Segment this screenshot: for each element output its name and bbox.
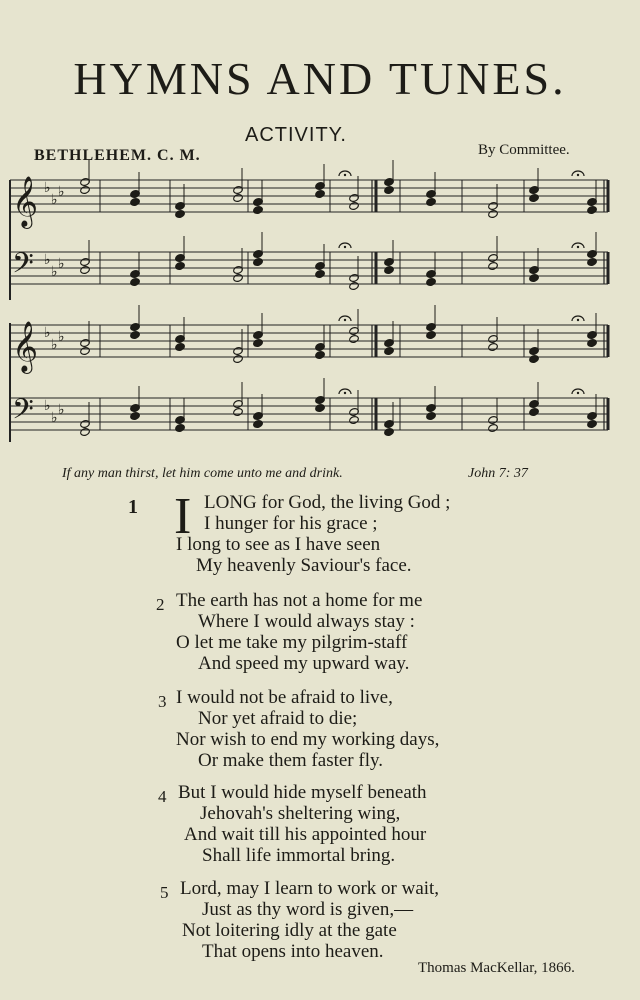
- note-head: [233, 193, 244, 202]
- note-head: [488, 342, 499, 351]
- music-score: [0, 160, 640, 460]
- stanza-2-line-2: Where I would always stay :: [198, 611, 415, 632]
- note-head: [175, 261, 186, 270]
- stanza-4-line-2: Jehovah's sheltering wing,: [200, 803, 401, 824]
- fermata-dot: [577, 246, 579, 248]
- stanza-5-line-4: That opens into heaven.: [202, 941, 384, 962]
- note-head: [587, 419, 598, 428]
- note-head: [175, 423, 186, 432]
- note-head: [488, 209, 499, 218]
- note-head: [384, 346, 395, 355]
- note-head: [529, 407, 540, 416]
- note-head: [253, 338, 264, 347]
- stanza-5-line-3: Not loitering idly at the gate: [182, 920, 397, 941]
- stanza-1-line-4: My heavenly Saviour's face.: [196, 555, 412, 576]
- note-head: [175, 209, 186, 218]
- note-head: [80, 185, 91, 194]
- note-head: [587, 338, 598, 347]
- fermata-dot: [577, 319, 579, 321]
- stanza-1-line-1-rest: for God, the living God ;: [256, 492, 451, 513]
- stanza-1-line-2: I hunger for his grace ;: [204, 513, 378, 534]
- note-heads: [80, 160, 598, 437]
- note-head: [175, 342, 186, 351]
- note-head: [349, 281, 360, 290]
- composer-credit: By Committee.: [478, 142, 570, 158]
- fermata-dot: [577, 392, 579, 394]
- note-head: [233, 273, 244, 282]
- stanza-1-number: 1: [128, 496, 138, 518]
- fermata-dot: [577, 174, 579, 176]
- note-head: [384, 265, 395, 274]
- note-head: [426, 411, 437, 420]
- hymn-author: Thomas MacKellar, 1866.: [418, 960, 575, 976]
- clef-symbols: [12, 176, 65, 433]
- stanza-3-line-4: Or make them faster fly.: [198, 750, 383, 771]
- flat-sign-icon: ♭: [58, 256, 65, 272]
- stanza-1-line-3: I long to see as I have seen: [176, 534, 381, 555]
- note-head: [349, 415, 360, 424]
- note-head: [130, 277, 141, 286]
- stanza-3-line-2: Nor yet afraid to die;: [198, 708, 358, 729]
- note-head: [315, 350, 326, 359]
- stanza-3-line-1: I would not be afraid to live,: [176, 687, 393, 708]
- treble-clef-icon: 𝄞: [12, 176, 39, 227]
- note-head: [233, 354, 244, 363]
- scripture-quote: If any man thirst, let him come unto me and drink.: [62, 466, 343, 481]
- bass-clef-icon: 𝄢: [12, 247, 34, 287]
- stanza-4-line-3: And wait till his appointed hour: [184, 824, 427, 845]
- note-head: [349, 334, 360, 343]
- flat-sign-icon: ♭: [44, 180, 51, 196]
- flat-sign-icon: ♭: [58, 402, 65, 418]
- flat-sign-icon: ♭: [58, 184, 65, 200]
- note-head: [426, 197, 437, 206]
- bar-lines: [100, 180, 608, 430]
- stanza-4-line-4: Shall life immortal bring.: [202, 845, 396, 866]
- scripture-reference: John 7: 37: [468, 466, 528, 481]
- fermata-dot: [344, 392, 346, 394]
- note-head: [80, 265, 91, 274]
- staff-lines: [10, 180, 608, 430]
- stanza-1-first-word: LONG: [204, 492, 257, 513]
- note-head: [130, 197, 141, 206]
- note-head: [529, 354, 540, 363]
- stanza-3-line-3: Nor wish to end my working days,: [176, 729, 440, 750]
- note-head: [315, 269, 326, 278]
- stanza-2-line-4: And speed my upward way.: [198, 653, 410, 674]
- note-head: [315, 403, 326, 412]
- fermata-dot: [344, 319, 346, 321]
- note-head: [426, 330, 437, 339]
- fermata-dot: [344, 246, 346, 248]
- note-head: [488, 261, 499, 270]
- flat-sign-icon: ♭: [58, 329, 65, 345]
- stanza-1-line-1: [204, 493, 450, 512]
- stanza-4-number: 4: [158, 787, 167, 806]
- stanza-3-number: 3: [158, 692, 167, 711]
- note-head: [587, 257, 598, 266]
- note-head: [349, 201, 360, 210]
- note-head: [488, 423, 499, 432]
- stanza-4-line-1: But I would hide myself beneath: [178, 782, 427, 803]
- flat-sign-icon: ♭: [44, 252, 51, 268]
- fermata-dot: [344, 174, 346, 176]
- stanza-5-number: 5: [160, 883, 169, 902]
- note-head: [253, 419, 264, 428]
- flat-sign-icon: ♭: [51, 192, 58, 208]
- note-head: [426, 277, 437, 286]
- note-head: [587, 205, 598, 214]
- tune-name: BETHLEHEM. C. M.: [34, 147, 201, 164]
- stanza-2-line-3: O let me take my pilgrim-staff: [176, 632, 408, 653]
- drop-cap: I: [174, 488, 192, 545]
- bass-clef-icon: 𝄢: [12, 393, 34, 433]
- note-head: [253, 257, 264, 266]
- note-head: [80, 427, 91, 436]
- note-head: [130, 411, 141, 420]
- note-head: [253, 205, 264, 214]
- note-head: [529, 193, 540, 202]
- hymn-title: ACTIVITY.: [245, 124, 347, 146]
- note-head: [384, 185, 395, 194]
- treble-clef-icon: 𝄞: [12, 321, 39, 372]
- note-head: [384, 427, 395, 436]
- flat-sign-icon: ♭: [51, 264, 58, 280]
- note-head: [529, 273, 540, 282]
- stanza-5-line-2: Just as thy word is given,—: [202, 899, 414, 920]
- flat-sign-icon: ♭: [51, 337, 58, 353]
- stanza-2-number: 2: [156, 595, 165, 614]
- flat-sign-icon: ♭: [44, 398, 51, 414]
- note-head: [130, 330, 141, 339]
- note-head: [233, 407, 244, 416]
- flat-sign-icon: ♭: [44, 325, 51, 341]
- note-head: [315, 189, 326, 198]
- page-title: HYMNS AND TUNES.: [73, 53, 567, 104]
- note-head: [80, 346, 91, 355]
- flat-sign-icon: ♭: [51, 410, 58, 426]
- stanza-2-line-1: The earth has not a home for me: [176, 590, 423, 611]
- stanza-5-line-1: Lord, may I learn to work or wait,: [180, 878, 440, 899]
